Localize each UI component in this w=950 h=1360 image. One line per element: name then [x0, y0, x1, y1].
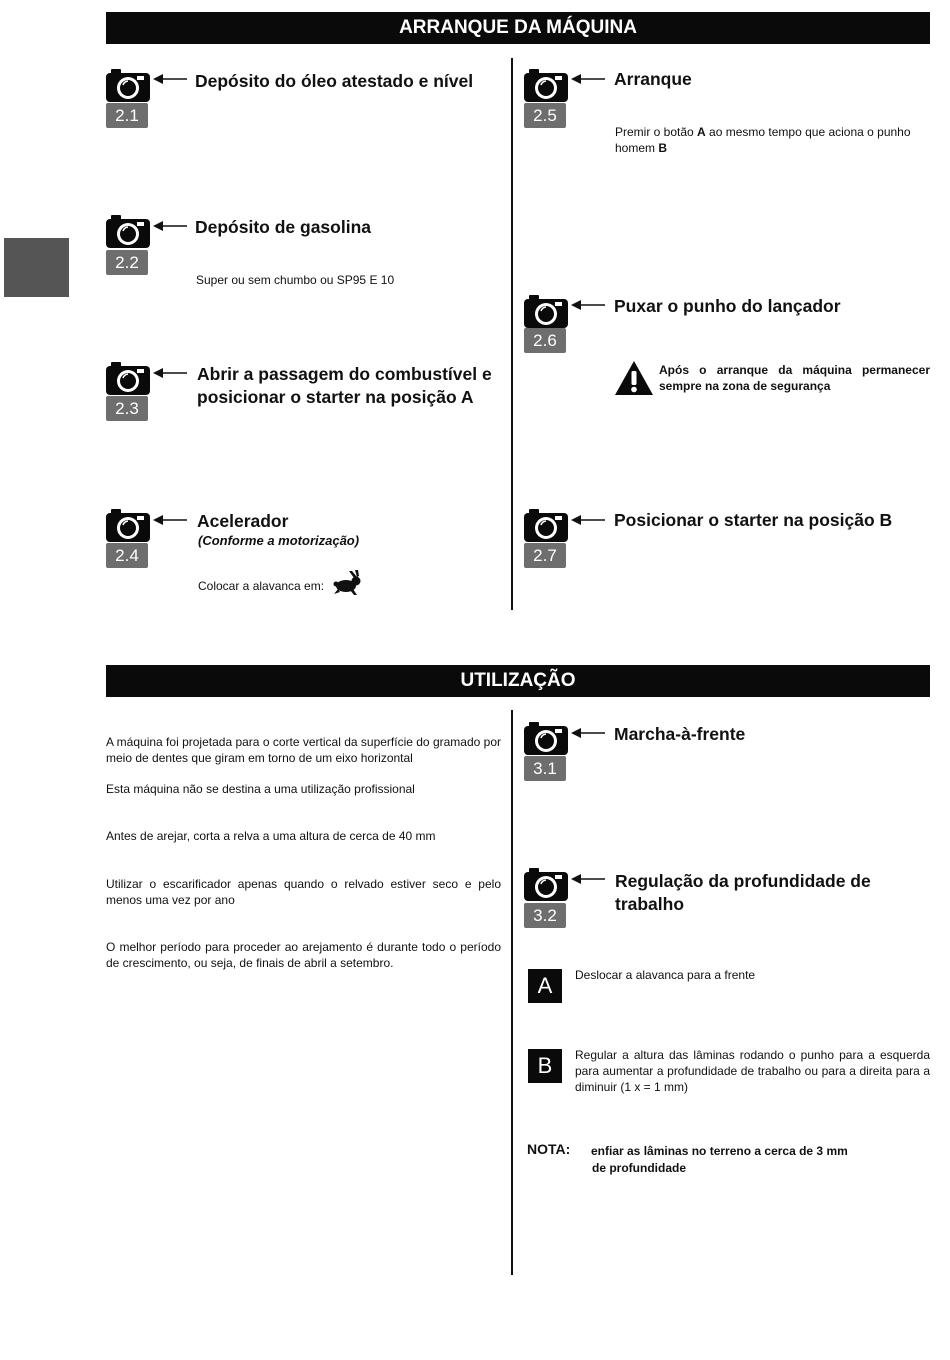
usage-paragraph-4: Utilizar o escarificador apenas quando o relvado estiver seco e pelo menos uma vez por ano [106, 877, 501, 907]
instruction-b-text: Regular a altura das lâminas rodando o punho para a esquerda para aumentar a profundidade de trabalho ou para a direita para a diminuir (1 x = 1 mm) [575, 1048, 930, 1094]
note-text-line1: enfiar as lâminas no terreno a cerca de 3 mm [591, 1144, 848, 1158]
step-number: 2.2 [106, 250, 148, 275]
section-header-arranque: ARRANQUE DA MÁQUINA [106, 12, 930, 44]
chapter-tab-marker [4, 238, 69, 297]
step-text: Premir o botão A ao mesmo tempo que aciona o punho homem B [615, 125, 911, 155]
arrow-left-icon [571, 873, 605, 885]
step-number: 2.4 [106, 543, 148, 568]
camera-icon [106, 214, 150, 248]
section-header-utilizacao: UTILIZAÇÃO [106, 665, 930, 697]
step-title: Depósito do óleo atestado e nível [195, 71, 474, 91]
arrow-left-icon [153, 514, 187, 526]
note-text-line2: de profundidade [592, 1161, 686, 1175]
step-number: 3.1 [524, 756, 566, 781]
step-title-line1: Regulação da profundidade de [615, 871, 871, 891]
step-subtitle: (Conforme a motorização) [198, 533, 360, 548]
step-text: Colocar a alavanca em: [198, 579, 325, 593]
arrow-left-icon [571, 514, 605, 526]
step-number: 2.6 [524, 328, 566, 353]
warning-icon [614, 360, 654, 396]
arrow-left-icon [571, 299, 605, 311]
instruction-a-text: Deslocar a alavanca para a frente [575, 968, 756, 982]
arrow-left-icon [153, 220, 187, 232]
instruction-b-label: B [528, 1049, 562, 1083]
usage-paragraph-1: A máquina foi projetada para o corte vertical da superfície do gramado por meio de dentes que giram em torno de um eixo horizontal [106, 735, 501, 765]
step-title: Marcha-à-frente [614, 724, 746, 744]
arrow-left-icon [571, 73, 605, 85]
camera-icon [524, 508, 568, 542]
step-title-line2: posicionar o starter na posição A [197, 387, 474, 407]
camera-icon [524, 721, 568, 755]
step-text: Super ou sem chumbo ou SP95 E 10 [196, 273, 395, 287]
arrow-left-icon [153, 73, 187, 85]
step-title: Arranque [614, 69, 692, 89]
step-number: 2.1 [106, 103, 148, 128]
camera-icon [524, 294, 568, 328]
warning-text: Após o arranque da máquina permanecer sempre na zona de segurança [659, 363, 930, 393]
arrow-left-icon [571, 727, 605, 739]
step-number: 2.7 [524, 543, 566, 568]
step-title-line2: trabalho [615, 894, 685, 914]
step-title: Depósito de gasolina [195, 217, 371, 237]
camera-icon [524, 68, 568, 102]
step-title: Puxar o punho do lançador [614, 296, 841, 316]
note-label: NOTA: [527, 1141, 571, 1157]
camera-icon [106, 508, 150, 542]
instruction-a-label: A [528, 969, 562, 1003]
camera-icon [106, 68, 150, 102]
step-number: 2.3 [106, 396, 148, 421]
step-title: Acelerador [197, 511, 289, 531]
usage-paragraph-2: Esta máquina não se destina a uma utilização profissional [106, 782, 415, 796]
step-number: 2.5 [524, 103, 566, 128]
column-divider-bottom [511, 710, 513, 1275]
camera-icon [524, 867, 568, 901]
camera-icon [106, 361, 150, 395]
column-divider-top [511, 58, 513, 610]
step-number: 3.2 [524, 903, 566, 928]
arrow-left-icon [153, 367, 187, 379]
usage-paragraph-3: Antes de arejar, corta a relva a uma altura de cerca de 40 mm [106, 829, 436, 843]
step-title-line1: Abrir a passagem do combustível e [197, 364, 492, 384]
usage-paragraph-5: O melhor período para proceder ao arejamento é durante todo o período de crescimento, ou seja, de finais de abril a setembro. [106, 940, 501, 970]
step-title: Posicionar o starter na posição B [614, 510, 893, 530]
rabbit-icon [332, 570, 364, 596]
